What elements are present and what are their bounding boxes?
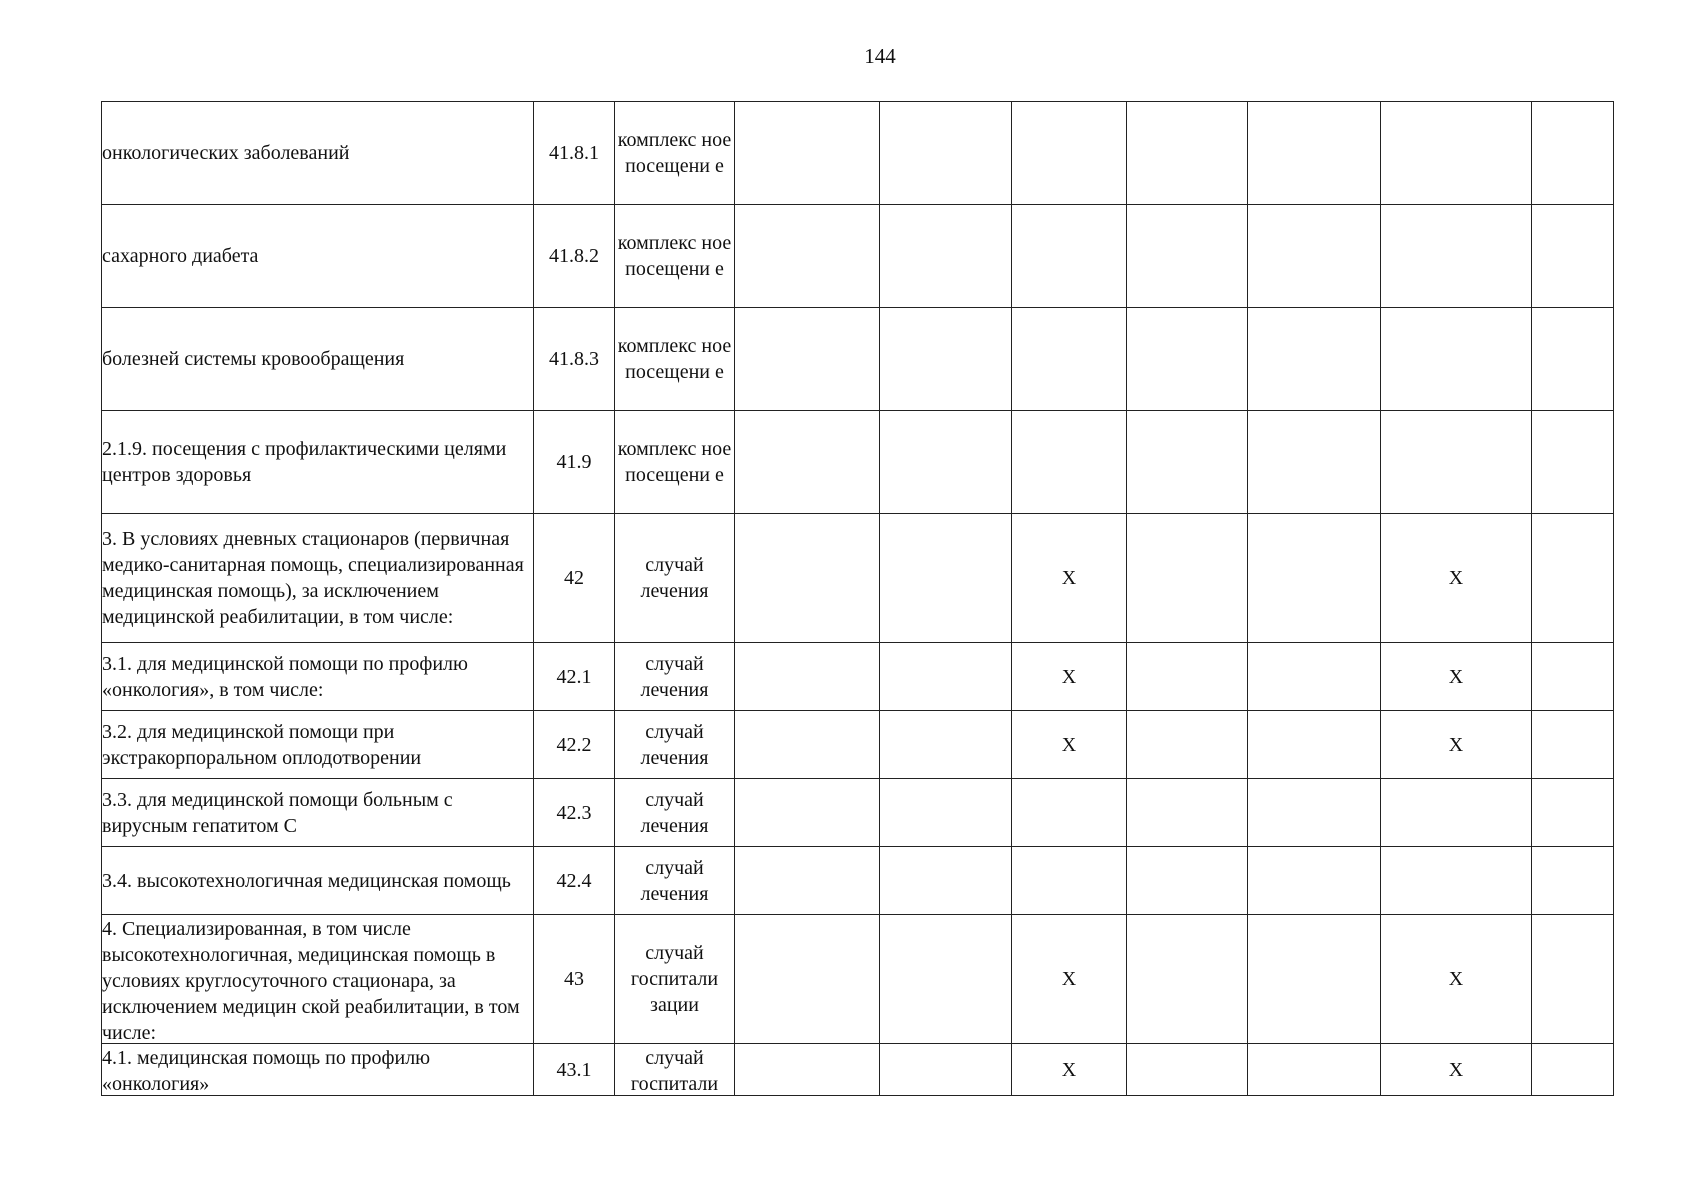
value-cell: [1532, 411, 1614, 514]
row-unit-cell: [615, 205, 735, 308]
value-cell: [1381, 308, 1532, 411]
value-cell: [1532, 205, 1614, 308]
row-code-cell-text: 42.2: [556, 733, 592, 756]
value-cell: [735, 643, 880, 711]
value-cell: [1381, 514, 1532, 643]
row-unit-cell: [615, 514, 735, 643]
value-cell: [1248, 1044, 1381, 1096]
value-cell: [735, 779, 880, 847]
value-cell: [1532, 102, 1614, 205]
value-cell: [1532, 779, 1614, 847]
value-cell: [1248, 779, 1381, 847]
row-code-cell: [534, 711, 615, 779]
table-body: [102, 102, 1614, 1096]
value-cell: [1012, 847, 1127, 915]
value-cell: [1532, 643, 1614, 711]
value-cell: [1127, 514, 1248, 643]
row-unit-cell-text: случай лечения: [640, 856, 709, 905]
row-name-cell-text: 3.1. для медицинской помощи по профилю «онкология», в том числе:: [102, 652, 468, 701]
row-name-cell: [102, 847, 534, 915]
value-cell: [1012, 102, 1127, 205]
value-cell-text: X: [1448, 1058, 1464, 1081]
value-cell: [1248, 643, 1381, 711]
value-cell: [1127, 643, 1248, 711]
value-cell: [1532, 847, 1614, 915]
row-code-cell-text: 42.4: [556, 869, 592, 892]
value-cell: [880, 1044, 1012, 1096]
row-code-cell: [534, 779, 615, 847]
value-cell: [1012, 205, 1127, 308]
row-name-cell: [102, 643, 534, 711]
value-cell: [1248, 847, 1381, 915]
value-cell: [1381, 779, 1532, 847]
row-name-cell: [102, 411, 534, 514]
value-cell: [1248, 711, 1381, 779]
value-cell: [1012, 514, 1127, 643]
value-cell-text: X: [1448, 733, 1464, 756]
row-code-cell-text: 43.1: [556, 1058, 592, 1081]
value-cell: [1381, 847, 1532, 915]
value-cell: [1248, 205, 1381, 308]
row-code-cell: [534, 205, 615, 308]
row-name-cell-text: 4.1. медицинская помощь по профилю «онкология»: [102, 1046, 431, 1095]
table-row: [102, 915, 1614, 1044]
row-code-cell: [534, 1044, 615, 1096]
row-unit-cell: [615, 1044, 735, 1096]
row-name-cell-text: сахарного диабета: [102, 245, 259, 267]
row-code-cell-text: 41.8.2: [549, 245, 599, 267]
row-unit-cell-text: случай лечения: [640, 788, 709, 837]
row-name-cell: [102, 915, 534, 1044]
value-cell: [1012, 643, 1127, 711]
row-unit-cell-text: комплекс ное посещени е: [617, 438, 732, 486]
row-unit-cell: [615, 643, 735, 711]
row-code-cell-text: 41.8.3: [549, 348, 599, 370]
row-code-cell: [534, 915, 615, 1044]
value-cell-text: X: [1448, 968, 1464, 990]
row-unit-cell: [615, 915, 735, 1044]
value-cell: [880, 102, 1012, 205]
value-cell: [1381, 411, 1532, 514]
value-cell: [880, 205, 1012, 308]
table-row: [102, 779, 1614, 847]
row-name-cell-text: онкологических заболеваний: [102, 142, 350, 164]
row-unit-cell-text: комплекс ное посещени е: [617, 232, 732, 280]
page-number: 144: [864, 44, 896, 68]
value-cell-text: X: [1448, 665, 1464, 688]
value-cell: [1012, 308, 1127, 411]
value-cell: [1127, 102, 1248, 205]
row-unit-cell-text: случай госпитали зации: [630, 942, 719, 1016]
row-name-cell: [102, 514, 534, 643]
value-cell: [1248, 411, 1381, 514]
value-cell: [880, 711, 1012, 779]
value-cell: [1012, 915, 1127, 1044]
row-name-cell-text: 2.1.9. посещения с профилактическими целями центров здоровья: [102, 438, 507, 486]
table-row: [102, 411, 1614, 514]
row-unit-cell-text: случай лечения: [640, 652, 709, 701]
table-row: [102, 711, 1614, 779]
row-unit-cell: [615, 779, 735, 847]
row-name-cell-text: 4. Специализированная, в том числе высокотехнологичная, медицинская помощь в условиях круглосуточного стационара, за исключением медицин ской реабилитации, в том числе:: [102, 917, 520, 1043]
value-cell: [1381, 205, 1532, 308]
table-row: [102, 643, 1614, 711]
row-name-cell-text: 3.2. для медицинской помощи при экстракорпоральном оплодотворении: [102, 720, 422, 769]
value-cell: [1127, 205, 1248, 308]
row-name-cell: [102, 779, 534, 847]
row-unit-cell-text: случай лечения: [640, 720, 709, 769]
value-cell: [880, 308, 1012, 411]
value-cell: [1127, 915, 1248, 1044]
value-cell: [1381, 915, 1532, 1044]
row-code-cell: [534, 411, 615, 514]
value-cell: [1532, 915, 1614, 1044]
value-cell-text: X: [1061, 567, 1077, 589]
value-cell: [1127, 711, 1248, 779]
value-cell: [735, 711, 880, 779]
row-code-cell-text: 43: [564, 968, 584, 990]
value-cell-text: X: [1061, 968, 1077, 990]
value-cell: [880, 411, 1012, 514]
table-row: [102, 847, 1614, 915]
row-code-cell-text: 42.3: [556, 801, 592, 824]
value-cell: [1381, 711, 1532, 779]
value-cell: [880, 643, 1012, 711]
row-name-cell-text: 3.3. для медицинской помощи больным с вирусным гепатитом С: [102, 788, 453, 837]
value-cell: [1127, 308, 1248, 411]
value-cell: [880, 847, 1012, 915]
row-name-cell-text: 3. В условиях дневных стационаров (первичная медико-санитарная помощь, специализированная медицинская помощь), за исключением медицинской реабилитации, в том числе:: [102, 528, 524, 628]
value-cell: [1248, 514, 1381, 643]
value-cell: [1127, 411, 1248, 514]
value-cell: [1381, 643, 1532, 711]
row-unit-cell-text: случай лечения: [640, 554, 709, 602]
data-table: [101, 101, 1614, 1096]
value-cell: [880, 779, 1012, 847]
value-cell-text: X: [1448, 567, 1464, 589]
value-cell: [1012, 1044, 1127, 1096]
table-row: [102, 205, 1614, 308]
row-unit-cell: [615, 308, 735, 411]
value-cell: [880, 514, 1012, 643]
value-cell: [735, 1044, 880, 1096]
row-name-cell-text: 3.4. высокотехнологичная медицинская помощь: [102, 869, 511, 892]
row-name-cell-text: болезней системы кровообращения: [102, 348, 405, 370]
table-row: [102, 308, 1614, 411]
row-unit-cell: [615, 102, 735, 205]
row-code-cell-text: 41.8.1: [549, 142, 599, 164]
value-cell: [1012, 779, 1127, 847]
row-name-cell: [102, 1044, 534, 1096]
row-unit-cell-text: комплекс ное посещени е: [617, 335, 732, 383]
value-cell: [735, 205, 880, 308]
value-cell: [1248, 308, 1381, 411]
table-row: [102, 1044, 1614, 1096]
value-cell: [735, 915, 880, 1044]
value-cell: [1012, 411, 1127, 514]
row-unit-cell-text: случай госпитали: [630, 1046, 719, 1095]
row-name-cell: [102, 308, 534, 411]
value-cell: [1381, 1044, 1532, 1096]
value-cell: [1012, 711, 1127, 779]
table-row: [102, 514, 1614, 643]
value-cell-text: X: [1061, 1058, 1077, 1081]
value-cell-text: X: [1061, 665, 1077, 688]
row-code-cell: [534, 847, 615, 915]
value-cell: [1127, 847, 1248, 915]
row-code-cell: [534, 514, 615, 643]
value-cell: [880, 915, 1012, 1044]
value-cell: [1248, 102, 1381, 205]
value-cell: [1532, 308, 1614, 411]
row-code-cell-text: 42.1: [556, 665, 592, 688]
row-code-cell-text: 41.9: [556, 451, 592, 473]
row-name-cell: [102, 205, 534, 308]
row-code-cell-text: 42: [564, 567, 584, 589]
value-cell: [1532, 1044, 1614, 1096]
row-code-cell: [534, 643, 615, 711]
value-cell: [1532, 711, 1614, 779]
row-unit-cell: [615, 847, 735, 915]
row-name-cell: [102, 102, 534, 205]
value-cell: [1127, 779, 1248, 847]
row-unit-cell-text: комплекс ное посещени е: [617, 129, 732, 177]
value-cell-text: X: [1061, 733, 1077, 756]
value-cell: [735, 308, 880, 411]
value-cell: [735, 411, 880, 514]
value-cell: [735, 847, 880, 915]
row-name-cell: [102, 711, 534, 779]
row-unit-cell: [615, 411, 735, 514]
row-unit-cell: [615, 711, 735, 779]
value-cell: [735, 514, 880, 643]
table-row: [102, 102, 1614, 205]
row-code-cell: [534, 102, 615, 205]
value-cell: [1532, 514, 1614, 643]
value-cell: [1248, 915, 1381, 1044]
row-code-cell: [534, 308, 615, 411]
value-cell: [1127, 1044, 1248, 1096]
value-cell: [735, 102, 880, 205]
value-cell: [1381, 102, 1532, 205]
